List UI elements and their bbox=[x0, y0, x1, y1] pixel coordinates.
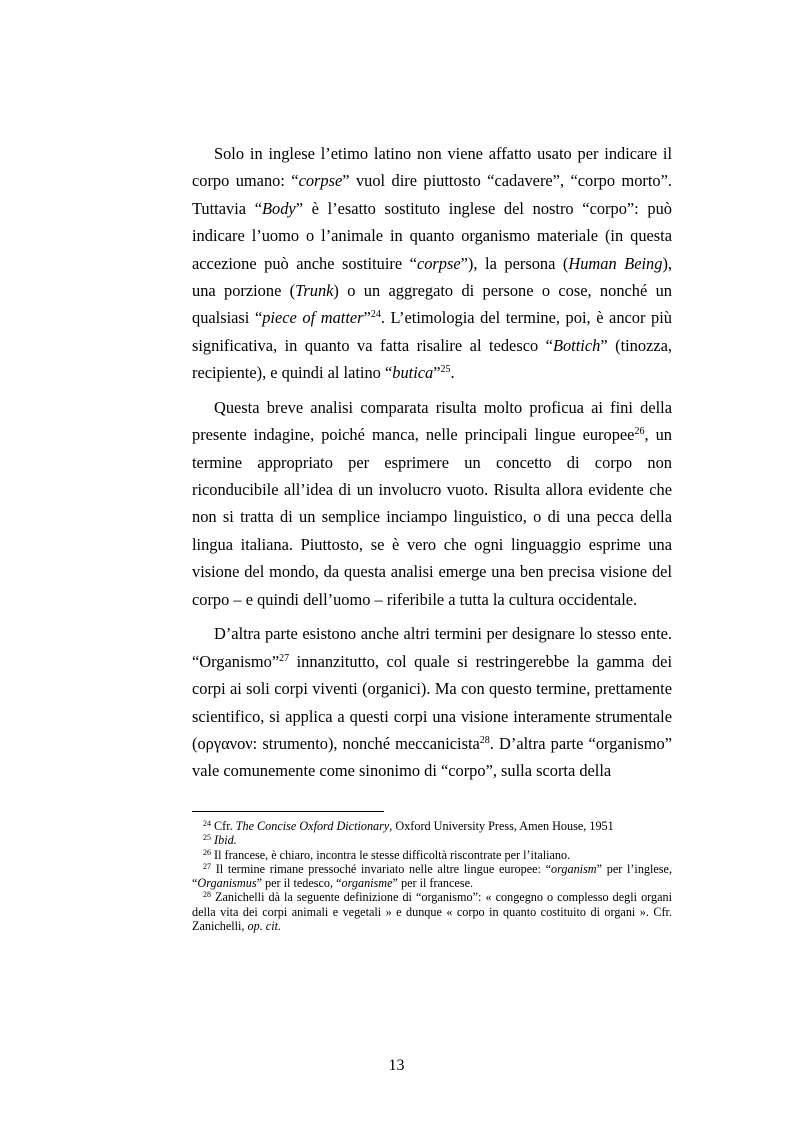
text-run: D’altra parte esistono anche altri termini per designare lo stesso ente. “Organismo” bbox=[192, 624, 672, 671]
text-run: ” è l’esatto sostituto inglese del nostro “corpo”: può indicare l’uomo o l’animale in quanto organismo materiale (in questa accezione può anche sostituire “ bbox=[192, 198, 672, 273]
text-run: Zanichelli dà la seguente definizione di “organismo”: « congegno o complesso degli organi della vita dei corpi animali e vegetali » e dunque « corpo in quanto costituito di organi ». Cfr. Zanichelli, bbox=[192, 890, 672, 934]
text-run: Il termine rimane pressoché invariato nelle altre lingue europee: “ bbox=[211, 861, 552, 876]
footnote-separator bbox=[192, 811, 384, 812]
footnote-reference: 25 bbox=[440, 364, 451, 376]
italic-text: piece of matter bbox=[262, 308, 364, 328]
footnote-reference: 26 bbox=[203, 847, 211, 857]
body-paragraph bbox=[192, 394, 672, 613]
italic-text: butica bbox=[392, 363, 434, 383]
text-run: ” per l’inglese, “ bbox=[192, 861, 673, 891]
italic-text: Ibid. bbox=[214, 833, 237, 848]
footnotes bbox=[192, 819, 672, 933]
footnote bbox=[192, 890, 672, 933]
footnote-reference: 28 bbox=[203, 890, 211, 900]
italic-text: Human Being bbox=[568, 253, 663, 273]
italic-text: op. cit. bbox=[247, 919, 282, 934]
footnote bbox=[192, 862, 672, 891]
text-run: ” bbox=[363, 308, 371, 328]
footnote-reference: 27 bbox=[203, 861, 211, 871]
footnote-reference: 28 bbox=[479, 734, 490, 746]
text-run: ” per il francese. bbox=[392, 876, 474, 891]
footnote-reference: 24 bbox=[203, 819, 211, 828]
italic-text: corpse bbox=[416, 253, 461, 273]
italic-text: Bottich bbox=[552, 335, 601, 355]
text-run: . L’etimologia del termine, poi, è ancor più significativa, in quanto va fatta risalire al tedesco “ bbox=[192, 308, 672, 355]
text-run: Questa breve analisi comparata risulta molto proficua ai fini della presente indagine, poiché manca, nelle principali lingue europee bbox=[192, 397, 672, 445]
page-number: 13 bbox=[388, 1057, 405, 1074]
footnote-reference: 27 bbox=[279, 652, 290, 664]
text-run: ”), la persona ( bbox=[460, 253, 569, 273]
text-run: ” (tinozza, recipiente), e quindi al latino “ bbox=[192, 335, 672, 383]
text-run: Solo in inglese l’etimo latino non viene affatto usato per indicare il corpo umano: “ bbox=[192, 144, 672, 191]
footnote-reference: 25 bbox=[203, 833, 211, 843]
footnote-reference: 24 bbox=[370, 309, 381, 321]
text-run: Il francese, è chiaro, incontra le stesse difficoltà riscontrate per l’italiano. bbox=[211, 847, 571, 862]
body-paragraph bbox=[192, 140, 672, 387]
text-run: . D’altra parte “organismo” vale comunemente come sinonimo di “corpo”, sulla scorta della bbox=[192, 733, 672, 781]
text-run: Cfr. bbox=[211, 819, 236, 833]
italic-text: organisme bbox=[341, 876, 393, 891]
text-run: , un termine appropriato per esprimere un concetto di corpo non riconducibile all’idea di un involucro vuoto. Risulta allora evidente che non si tratta di un semplice inciampo linguistico, o di una pecca della lingua italiana. Piuttosto, se è vero che ogni linguaggio esprime una visione del mondo, da questa analisi emerge una ben precisa visione del corpo – e quindi dell’uomo – riferibile a tutta la cultura occidentale. bbox=[192, 425, 672, 609]
italic-text: The Concise Oxford Dictionary bbox=[235, 819, 390, 833]
text-run: ), una porzione ( bbox=[192, 253, 672, 301]
footnote bbox=[192, 848, 672, 862]
body-paragraph bbox=[192, 620, 672, 784]
italic-text: organism bbox=[551, 861, 597, 876]
text-run: ) o un aggregato di persone o cose, nonché un qualsiasi “ bbox=[192, 281, 672, 328]
italic-text: Trunk bbox=[295, 281, 334, 301]
italic-text: corpse bbox=[298, 171, 343, 191]
text-run: ” per il tedesco, “ bbox=[256, 876, 342, 891]
footnote bbox=[192, 833, 672, 847]
text-run: ” bbox=[433, 363, 441, 383]
text-run: , Oxford University Press, Amen House, 1951 bbox=[389, 819, 614, 833]
text-run: ” vuol dire piuttosto “cadavere”, “corpo morto”. Tuttavia “ bbox=[192, 171, 672, 218]
text-run: innanzitutto, col quale si restringerebbe la gamma dei corpi ai soli corpi viventi (organici). Ma con questo termine, prettamente scientifico, si applica a questi corpi una visione interamente strumentale (οργανον: strumento), nonché meccanicista bbox=[192, 651, 672, 753]
italic-text: Organismus bbox=[197, 876, 257, 891]
text-run: . bbox=[450, 363, 455, 383]
italic-text: Body bbox=[262, 198, 296, 218]
body-text bbox=[192, 140, 672, 785]
footnote bbox=[192, 819, 672, 833]
footnote-reference: 26 bbox=[634, 426, 645, 438]
